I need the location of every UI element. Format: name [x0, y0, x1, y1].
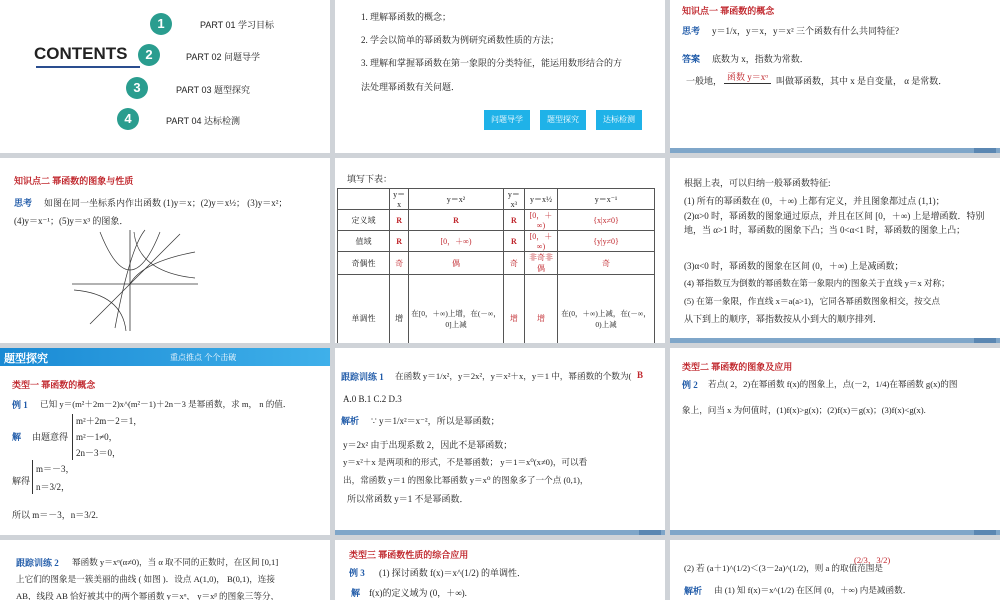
cell: 增 [390, 275, 409, 344]
row-label: 值域 [338, 231, 390, 252]
summary-4: (4) 幂指数互为倒数的幂函数在第一象限内的图象关于直线 y＝x 对称； [684, 278, 950, 288]
cell: R [390, 231, 409, 252]
practice-answer: B [637, 370, 644, 380]
example-2-label: 例 2 [682, 380, 698, 390]
cell: 奇 [390, 252, 409, 275]
practice-2-label: 跟踪训练 2 [16, 558, 59, 568]
banner-title: 题型探究 [4, 353, 48, 365]
summary-5: (5) 在第一象限，作直线 x＝a(a>1)，它同各幂函数图象相交，按交点 [684, 296, 940, 306]
cell: 增 [503, 275, 524, 344]
slide-table [335, 158, 665, 343]
slide-type-1 [0, 348, 330, 535]
cell: 偶 [409, 252, 504, 275]
solution-3-label: 解 [351, 588, 361, 598]
analysis-2: y＝2x² 由于出现系数 2，因此不是幂函数； [343, 440, 513, 450]
get-text: 解得 [12, 476, 31, 486]
properties-table [337, 188, 655, 343]
type-heading: 类型一 幂函数的概念 [12, 380, 96, 390]
general-red: 函数 y＝xᵅ [724, 70, 771, 84]
analysis-5: 所以常函数 y＝1 不是幂函数． [347, 494, 469, 504]
item-number-3: 3 [126, 77, 148, 99]
btn-question[interactable]: 问题导学 [484, 110, 530, 130]
cell: 非奇非偶 [524, 252, 557, 275]
practice-2-line-3: AB，线段 AB 恰好被其中的两个幂函数 y＝xᵅ， y＝xᵝ 的图象三等分， [16, 591, 280, 600]
item-number-1: 1 [150, 13, 172, 35]
practice-2-line-1: 幂函数 y＝xᵅ(α≠0)，当 α 取不同的正数时，在区间 [0,1] [72, 557, 279, 567]
slide-knowledge-1 [670, 0, 1000, 153]
cell: R [503, 210, 524, 231]
example-3b-answer: (2/3，3/2) [854, 555, 891, 565]
slide-example-3b [670, 540, 1000, 600]
think-label: 思考 [682, 26, 701, 36]
goal-2: 2. 学会以简单的幂函数为例研究函数性质的方法； [361, 35, 560, 45]
row-label: 单调性 [338, 275, 390, 344]
practice-options: A.0 B.1 C.2 D.3 [343, 394, 402, 404]
think-line-2: (4)y＝x⁻¹；(5)y＝x³ 的图象． [14, 216, 129, 226]
example-3-text: (1) 探讨函数 f(x)＝x^(1/2) 的单调性． [379, 568, 526, 578]
contents-item-2[interactable]: PART 02 问题导学 [186, 52, 261, 62]
contents-underline [36, 66, 140, 68]
summary-2: (2)α>0 时，幂函数的图象通过原点，并且在区间 [0，＋∞) 上是增函数．特别地，当 α>1 时，幂函数的图象下凸；当 0<α<1 时，幂函数的图象上凸； [684, 211, 985, 235]
general-text-1: 一般地， [686, 76, 723, 86]
slide-footer [670, 530, 1000, 535]
think-label-2: 思考 [14, 198, 33, 208]
cell: 在[0，＋∞)上增，在(－∞，0]上减 [409, 275, 504, 344]
section-heading: 知识点一 幂函数的概念 [682, 6, 775, 16]
th-4: y＝x½ [524, 189, 557, 210]
th-blank [338, 189, 390, 210]
example-label: 例 1 [12, 400, 28, 410]
section-heading-2: 知识点二 幂函数的图象与性质 [14, 176, 134, 186]
example-2-line-2: 象上，问当 x 为何值时，(1)f(x)>g(x)；(2)f(x)＝g(x)；(3)f(x)<g(x). [682, 405, 926, 415]
type-3-heading: 类型三 幂函数性质的综合应用 [349, 550, 469, 560]
example-2-line-1: 若点( 2，2)在幂函数 f(x)的图象上，点(－2，1/4)在幂函数 g(x)的图 [708, 379, 958, 389]
slide-footer [670, 148, 1000, 153]
cell: 奇 [503, 252, 524, 275]
contents-title: CONTENTS [34, 44, 128, 63]
row-label: 定义域 [338, 210, 390, 231]
eq-1: m²＋2m－2＝1， [76, 416, 143, 426]
goal-1: 1. 理解幂函数的概念； [361, 12, 452, 22]
summary-6: 从下到上的顺序，幂指数按从小到大的顺序排列． [684, 314, 883, 324]
slide-type-2 [670, 348, 1000, 535]
slide-practice-1 [335, 348, 665, 535]
cell: 增 [524, 275, 557, 344]
cell: [0，＋∞) [409, 231, 504, 252]
goal-3-cont: 法处理幂函数有关问题． [361, 82, 461, 92]
example-3b-question: (2) 若 (a＋1)^(1/2)＜(3－2a)^(1/2)，则 a 的取值范围是 [684, 563, 883, 573]
cell: [0，＋∞) [524, 231, 557, 252]
slide-goals [335, 0, 665, 153]
item-number-2: 2 [138, 44, 160, 66]
btn-check[interactable]: 达标检测 [596, 110, 642, 130]
table-intro: 填写下表： [347, 174, 393, 184]
explore-banner [0, 348, 330, 366]
analysis-label: 解析 [341, 416, 360, 426]
general-text-2: 叫做幂函数，其中 x 是自变量， α 是常数． [776, 76, 948, 86]
slide-footer [670, 338, 1000, 343]
slide-contents [0, 0, 330, 153]
summary-intro: 根据上表，可以归纳一般幂函数特征: [684, 178, 831, 188]
cell: R [409, 210, 504, 231]
analysis-1: ∵ y＝1/x²＝x⁻²，所以是幂函数； [371, 416, 500, 426]
analysis-4: 出，常函数 y＝1 的图象比幂函数 y＝x⁰ 的图象多了一个点 (0,1)， [343, 475, 589, 485]
solution-text: 由题意得 [32, 432, 69, 442]
practice-2-line-2: 上它们的图象是一簇美丽的曲线 ( 如图 )．设点 A(1,0)， B(0,1)，连接 [16, 574, 275, 584]
contents-item-1[interactable]: PART 01 学习目标 [200, 20, 275, 30]
think-line-1: 如图在同一坐标系内作出函数 (1)y＝x；(2)y＝x½； (3)y＝x²； [44, 198, 288, 208]
row-label: 奇偶性 [338, 252, 390, 275]
example-3-label: 例 3 [349, 568, 365, 578]
analysis-3: y＝x²＋x 是两项和的形式，不是幂函数； y＝1＝x⁰(x≠0)，可以看 [343, 457, 588, 467]
cell: R [390, 210, 409, 231]
eq-2: m²－1≠0， [76, 432, 118, 442]
cell: {y|y≠0} [558, 231, 655, 252]
item-number-4: 4 [117, 108, 139, 130]
slide-practice-2 [0, 540, 330, 600]
think-text: y＝1/x，y＝x，y＝x² 三个函数有什么共同特征? [712, 26, 899, 36]
answer-text: 底数为 x，指数为常数． [712, 54, 809, 64]
type-2-heading: 类型二 幂函数的图象及应用 [682, 362, 793, 372]
goal-3: 3. 理解和掌握幂函数在第一象限的分类特征，能运用数形结合的方 [361, 58, 623, 68]
solution-3-text: f(x)的定义域为 (0，＋∞). [369, 588, 467, 598]
cell: 奇 [558, 252, 655, 275]
cell: 在(0，＋∞)上减，在(－∞，0)上减 [558, 275, 655, 344]
analysis-3b-text: 由 (1) 知 f(x)＝x^(1/2) 在区间 (0，＋∞) 内是减函数． [714, 585, 912, 595]
answer-label: 答案 [682, 54, 701, 64]
th-2: y＝x² [409, 189, 504, 210]
eq-3: 2n－3＝0， [76, 448, 122, 458]
banner-subtitle: 重点推点 个个击破 [170, 353, 237, 362]
cell: R [503, 231, 524, 252]
power-function-graph [70, 228, 200, 333]
example-text: 已知 y＝(m²＋2m－2)x^(m²－1)＋2n－3 是幂函数，求 m， n 的值． [40, 399, 292, 409]
res-2: n＝3/2， [36, 482, 71, 492]
solution-label: 解 [12, 432, 22, 442]
cell: {x|x≠0} [558, 210, 655, 231]
final-text: 所以 m＝－3，n＝3/2. [12, 510, 99, 520]
cell: [0，＋∞) [524, 210, 557, 231]
res-1: m＝－3， [36, 464, 75, 474]
btn-explore[interactable]: 题型探究 [540, 110, 586, 130]
th-5: y＝x⁻¹ [558, 189, 655, 210]
contents-item-3[interactable]: PART 03 题型探究 [176, 85, 251, 95]
practice-question: 在函数 y＝1/x²，y＝2x²，y＝x²＋x，y＝1 中，幂函数的个数为( [395, 371, 632, 381]
slide-knowledge-2 [0, 158, 330, 343]
slide-summary [670, 158, 1000, 343]
th-1: y＝x [390, 189, 409, 210]
slide-footer [335, 530, 665, 535]
summary-3: (3)α<0 时，幂函数的图象在区间 (0，＋∞) 上是减函数； [684, 261, 904, 271]
analysis-3b-label: 解析 [684, 586, 703, 596]
slide-type-3 [335, 540, 665, 600]
contents-item-4[interactable]: PART 04 达标检测 [166, 116, 241, 126]
th-3: y＝x³ [503, 189, 524, 210]
practice-label: 跟踪训练 1 [341, 372, 384, 382]
summary-1: (1) 所有的幂函数在 (0，＋∞) 上都有定义，并且图象都过点 (1,1)； [684, 196, 945, 206]
